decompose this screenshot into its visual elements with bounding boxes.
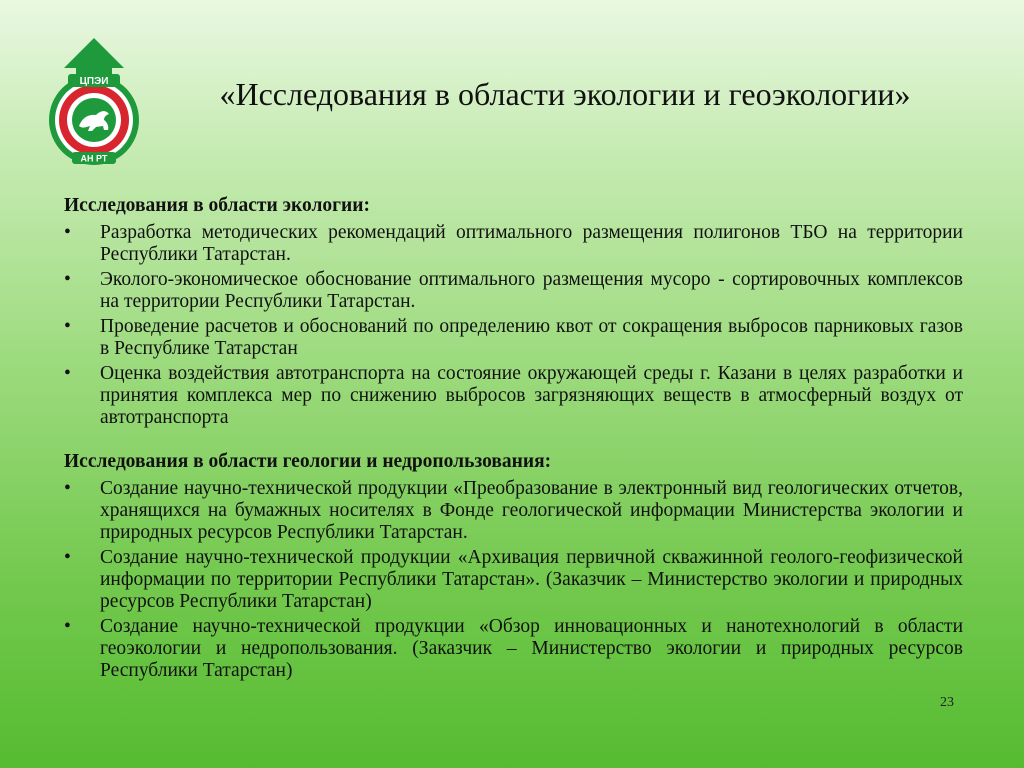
list-item bbox=[64, 363, 963, 429]
bullet-icon: • bbox=[64, 478, 71, 499]
list-item bbox=[64, 547, 963, 613]
list-item-text: Эколого-экономическое обоснование оптимального размещения мусоро - сортировочных комплексов на территории Республики Татарстан. bbox=[100, 269, 963, 312]
bullet-icon: • bbox=[64, 616, 71, 637]
slide-content bbox=[64, 195, 963, 685]
list-item bbox=[64, 478, 963, 544]
list-item-text: Создание научно-технической продукции «Преобразование в электронный вид геологических отчетов, хранящихся на бумажных носителях в Фонде геологической информации Министерства экологии и природных ресурсов Республики Татарстан. bbox=[100, 478, 963, 543]
page-number: 23 bbox=[940, 695, 954, 710]
list-item-text: Оценка воздействия автотранспорта на состояние окружающей среды г. Казани в целях разработки и принятия комплекса мер по снижению выбросов загрязняющих веществ в атмосферный воздух от автотранспорта bbox=[100, 363, 963, 428]
section-heading-ecology: Исследования в области экологии: bbox=[64, 195, 370, 216]
list-item bbox=[64, 269, 963, 313]
bullet-icon: • bbox=[64, 363, 71, 384]
section-heading-geology: Исследования в области геологии и недропользования: bbox=[64, 451, 552, 472]
bullet-icon: • bbox=[64, 547, 71, 568]
list-item-text: Создание научно-технической продукции «Обзор инновационных и нанотехнологий в области геоэкологии и недропользования. (Заказчик – Министерство экологии и природных ресурсов Республики Татарстан) bbox=[100, 616, 963, 681]
slide-title: «Исследования в области экологии и геоэкологии» bbox=[219, 76, 911, 112]
list-item bbox=[64, 616, 963, 682]
list-item-text: Создание научно-технической продукции «Архивация первичной скважинной геолого-геофизической информации по территории Республики Татарстан». (Заказчик – Министерство экологии и природных ресурсов Республики Татарстан) bbox=[100, 547, 963, 612]
bullet-icon: • bbox=[64, 316, 71, 337]
list-item bbox=[64, 316, 963, 360]
logo bbox=[46, 38, 142, 168]
list-item bbox=[64, 222, 963, 266]
organization-emblem-icon bbox=[46, 38, 142, 168]
bullet-icon: • bbox=[64, 222, 71, 243]
logo-top-text: ЦПЭИ bbox=[79, 76, 109, 87]
bullet-icon: • bbox=[64, 269, 71, 290]
geology-list bbox=[64, 478, 963, 682]
ecology-list bbox=[64, 222, 963, 429]
list-item-text: Проведение расчетов и обоснований по определению квот от сокращения выбросов парниковых газов в Республике Татарстан bbox=[100, 316, 963, 359]
list-item-text: Разработка методических рекомендаций оптимального размещения полигонов ТБО на территории Республики Татарстан. bbox=[100, 222, 963, 265]
logo-bottom-text: АН РТ bbox=[80, 153, 108, 164]
